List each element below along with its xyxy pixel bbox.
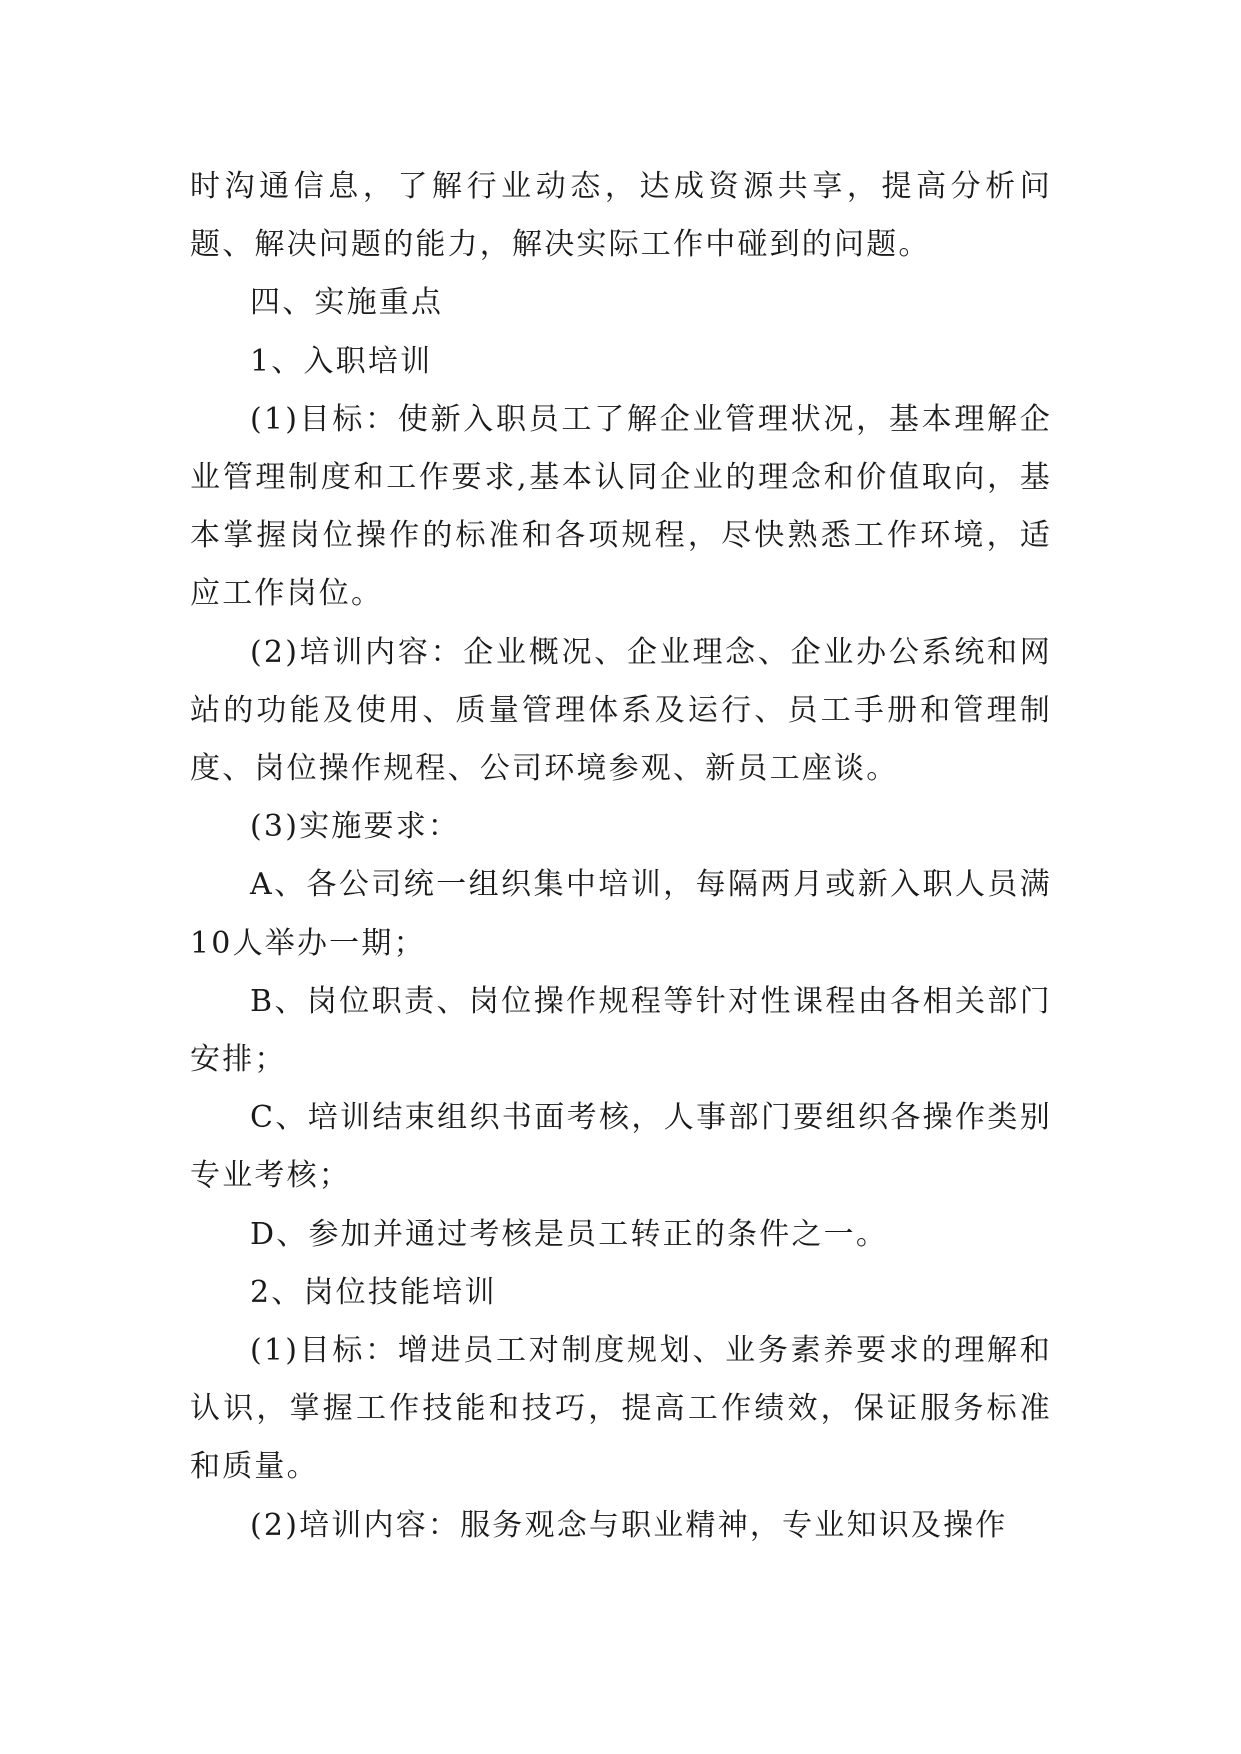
list-item-a: A、各公司统一组织集中培训，每隔两月或新入职人员满10人举办一期；	[190, 867, 1052, 961]
paragraph-continuation: 时沟通信息，了解行业动态，达成资源共享，提高分析问题、解决问题的能力，解决实际工作中碰到的问题。	[190, 169, 1052, 263]
paragraph-onboarding-content: (2)培训内容：企业概况、企业理念、企业办公系统和网站的功能及使用、质量管理体系及运行、员工手册和管理制度、岗位操作规程、公司环境参观、新员工座谈。	[190, 634, 1052, 787]
list-item-b: B、岗位职责、岗位操作规程等针对性课程由各相关部门安排；	[190, 983, 1052, 1078]
document-body	[190, 158, 1052, 1555]
list-item-c: C、培训结束组织书面考核，人事部门要组织各操作类别专业考核；	[190, 1100, 1052, 1194]
paragraph-skill-content: (2)培训内容：服务观念与职业精神，专业知识及操作	[250, 1507, 1008, 1543]
paragraph-onboarding-goal: (1)目标：使新入职员工了解企业管理状况，基本理解企业管理制度和工作要求,基本认同企业的理念和价值取向，基本掌握岗位操作的标准和各项规程，尽快熟悉工作环境，适应工作岗位。	[190, 401, 1052, 612]
subheading-onboarding-training: 1、入职培训	[250, 343, 433, 379]
paragraph-skill-goal: (1)目标：增进员工对制度规划、业务素养要求的理解和认识，掌握工作技能和技巧，提高工作绩效，保证服务标准和质量。	[190, 1333, 1052, 1485]
section-heading-implementation-focus: 四、实施重点	[250, 285, 444, 321]
paragraph-implementation-requirements: (3)实施要求：	[250, 809, 461, 845]
list-item-d: D、参加并通过考核是员工转正的条件之一。	[250, 1216, 889, 1252]
subheading-job-skill-training: 2、岗位技能培训	[250, 1274, 497, 1310]
